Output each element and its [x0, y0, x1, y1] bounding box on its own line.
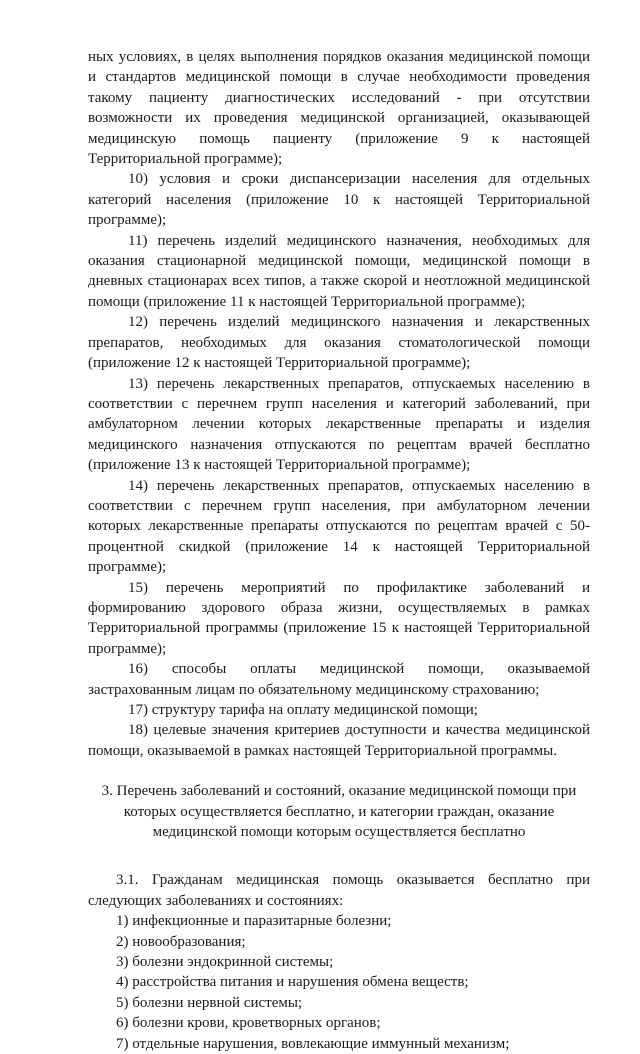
list-item: 4) расстройства питания и нарушения обмена веществ; — [116, 974, 469, 991]
list-item: 1) инфекционные и паразитарные болезни; — [116, 913, 392, 930]
list-item: 7) отдельные нарушения, вовлекающие иммунный механизм; — [116, 1035, 510, 1052]
subsection-intro: 3.1. Гражданам медицинская помощь оказывается бесплатно при следующих заболеваниях и состояниях: — [88, 872, 590, 909]
paragraph-item-17: 17) структуру тарифа на оплату медицинской помощи; — [128, 702, 478, 718]
paragraph-item-14: 14) перечень лекарственных препаратов, отпускаемых населению в соответствии с перечнем групп населения, при амбулаторном лечении которых лекарственные препараты отпускаются по рецептам врачей с 50-процентной скидкой (приложение 14 к настоящей Территориальной программе); — [88, 477, 590, 576]
list-item: 2) новообразования; — [116, 933, 246, 950]
paragraph-item-15: 15) перечень мероприятий по профилактике заболеваний и формированию здорового образа жизни, осуществляемых в рамках Территориальной программы (приложение 15 к настоящей Территориальной программе); — [88, 579, 590, 657]
continued-paragraph: ных условиях, в целях выполнения порядков оказания медицинской помощи и стандартов медицинской помощи в случае необходимости проведения такому пациенту диагностических исследований - при отсутствии возможности их проведения медицинской организацией, оказывающей медицинскую помощь пациенту (приложение 9 к настоящей Территориальной программе); — [88, 49, 590, 168]
list-item: 6) болезни крови, кроветворных органов; — [116, 1015, 381, 1032]
paragraph-item-16: 16) способы оплаты медицинской помощи, оказываемой застрахованным лицам по обязательному медицинскому страхованию; — [88, 661, 590, 698]
list-item: 5) болезни нервной системы; — [116, 994, 303, 1011]
paragraph-item-12: 12) перечень изделий медицинского назначения и лекарственных препаратов, необходимых для оказания стоматологической помощи (приложение 12 к настоящей Территориальной программе); — [88, 314, 590, 372]
list-item: 3) болезни эндокринной системы; — [116, 954, 334, 971]
paragraph-item-10: 10) условия и сроки диспансеризации населения для отдельных категорий населения (приложение 10 к настоящей Территориальной программе); — [88, 171, 590, 229]
paragraph-item-18: 18) целевые значения критериев доступности и качества медицинской помощи, оказываемой в рамках настоящей Территориальной программы. — [88, 722, 590, 759]
paragraph-item-11: 11) перечень изделий медицинского назначения, необходимых для оказания стационарной медицинской помощи, медицинской помощи в дневных стационарах всех типов, а также скорой и неотложной медицинской помощи (приложение 11 к настоящей Территориальной программе); — [88, 232, 590, 310]
section-heading: 3. Перечень заболеваний и состояний, оказание медицинской помощи при которых осуществляется бесплатно, и категории граждан, оказание медицинской помощи которым осуществляется бесплатно — [101, 783, 577, 841]
document-body — [88, 47, 590, 1054]
paragraph-item-13: 13) перечень лекарственных препаратов, отпускаемых населению в соответствии с перечнем групп населения и категорий заболеваний, при амбулаторном лечении которых лекарственные препараты и изделия медицинского назначения отпускаются по рецептам врачей бесплатно (приложение 13 к настоящей Территориальной программе); — [88, 375, 590, 474]
